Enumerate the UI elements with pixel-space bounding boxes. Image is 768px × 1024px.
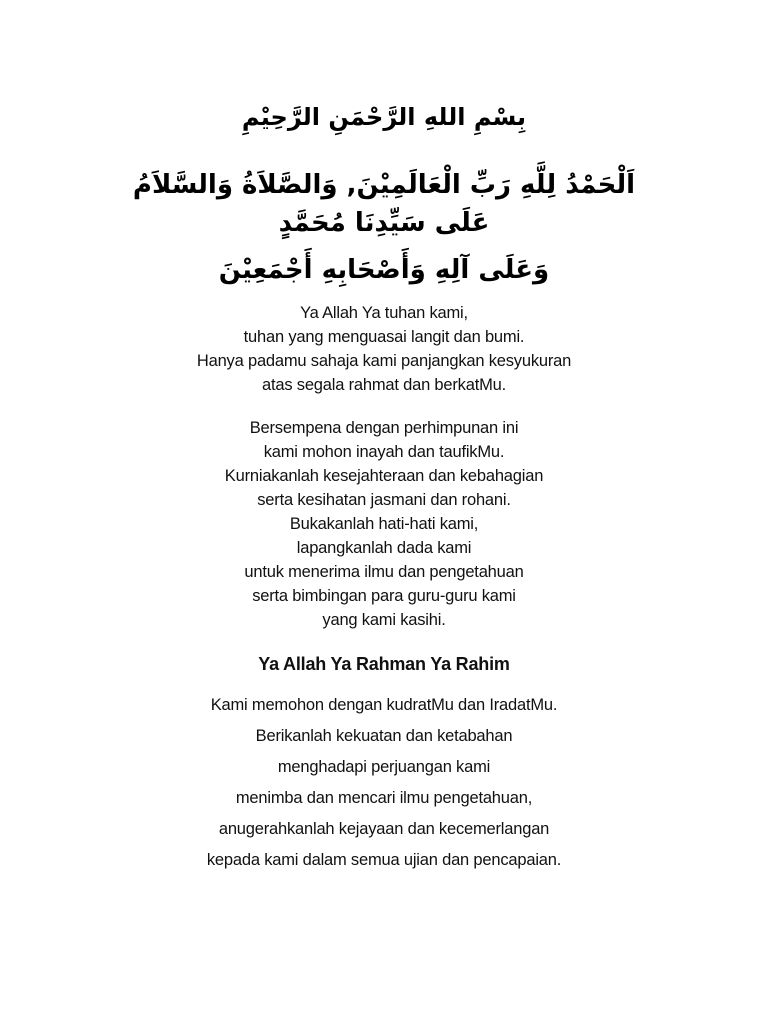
paragraph-line: yang kami kasihi. bbox=[322, 611, 446, 629]
paragraph-line: untuk menerima ilmu dan pengetahuan bbox=[244, 563, 524, 581]
paragraph-2 bbox=[0, 416, 768, 632]
paragraph-line: serta bimbingan para guru-guru kami bbox=[252, 587, 516, 605]
paragraph-line: atas segala rahmat dan berkatMu. bbox=[262, 376, 506, 394]
paragraph-line: tuhan yang menguasai langit dan bumi. bbox=[243, 328, 525, 346]
paragraph-line: Kami memohon dengan kudratMu dan IradatMu. bbox=[210, 696, 558, 714]
arabic-basmalah: بِسْمِ اللهِ الرَّحْمَنِ الرَّحِيْمِ bbox=[241, 103, 527, 131]
paragraph-line: menimba dan mencari ilmu pengetahuan, bbox=[235, 789, 533, 807]
paragraph-line: Berikanlah kekuatan dan ketabahan bbox=[255, 727, 513, 745]
arabic-ala: وَعَلَى آلِهِ وَأَصْحَابِهِ أَجْمَعِيْنَ bbox=[218, 255, 550, 285]
paragraph-line: Hanya padamu sahaja kami panjangkan kesyukuran bbox=[196, 352, 572, 370]
paragraph-3 bbox=[0, 690, 768, 876]
paragraph-line: menghadapi perjuangan kami bbox=[277, 758, 491, 776]
section-heading: Ya Allah Ya Rahman Ya Rahim bbox=[258, 654, 510, 674]
arabic-hamd: اَلْحَمْدُ لِلَّهِ رَبِّ الْعَالَمِيْنَ, وَالصَّلاَةُ وَالسَّلاَمُ عَلَى سَيِّدِنَا مُحَمَّدٍ bbox=[132, 170, 636, 238]
paragraph-line: anugerahkanlah kejayaan dan kecemerlangan bbox=[218, 820, 550, 838]
paragraph-line: kepada kami dalam semua ujian dan pencapaian. bbox=[206, 851, 562, 869]
paragraph-line: Bersempena dengan perhimpunan ini bbox=[249, 419, 519, 437]
paragraph-line: kami mohon inayah dan taufikMu. bbox=[263, 443, 505, 461]
paragraph-line: Ya Allah Ya tuhan kami, bbox=[300, 304, 468, 322]
paragraph-line: serta kesihatan jasmani dan rohani. bbox=[257, 491, 511, 509]
paragraph-1 bbox=[0, 301, 768, 397]
paragraph-line: lapangkanlah dada kami bbox=[296, 539, 472, 557]
paragraph-line: Bukakanlah hati-hati kami, bbox=[289, 515, 479, 533]
paragraph-line: Kurniakanlah kesejahteraan dan kebahagian bbox=[224, 467, 544, 485]
